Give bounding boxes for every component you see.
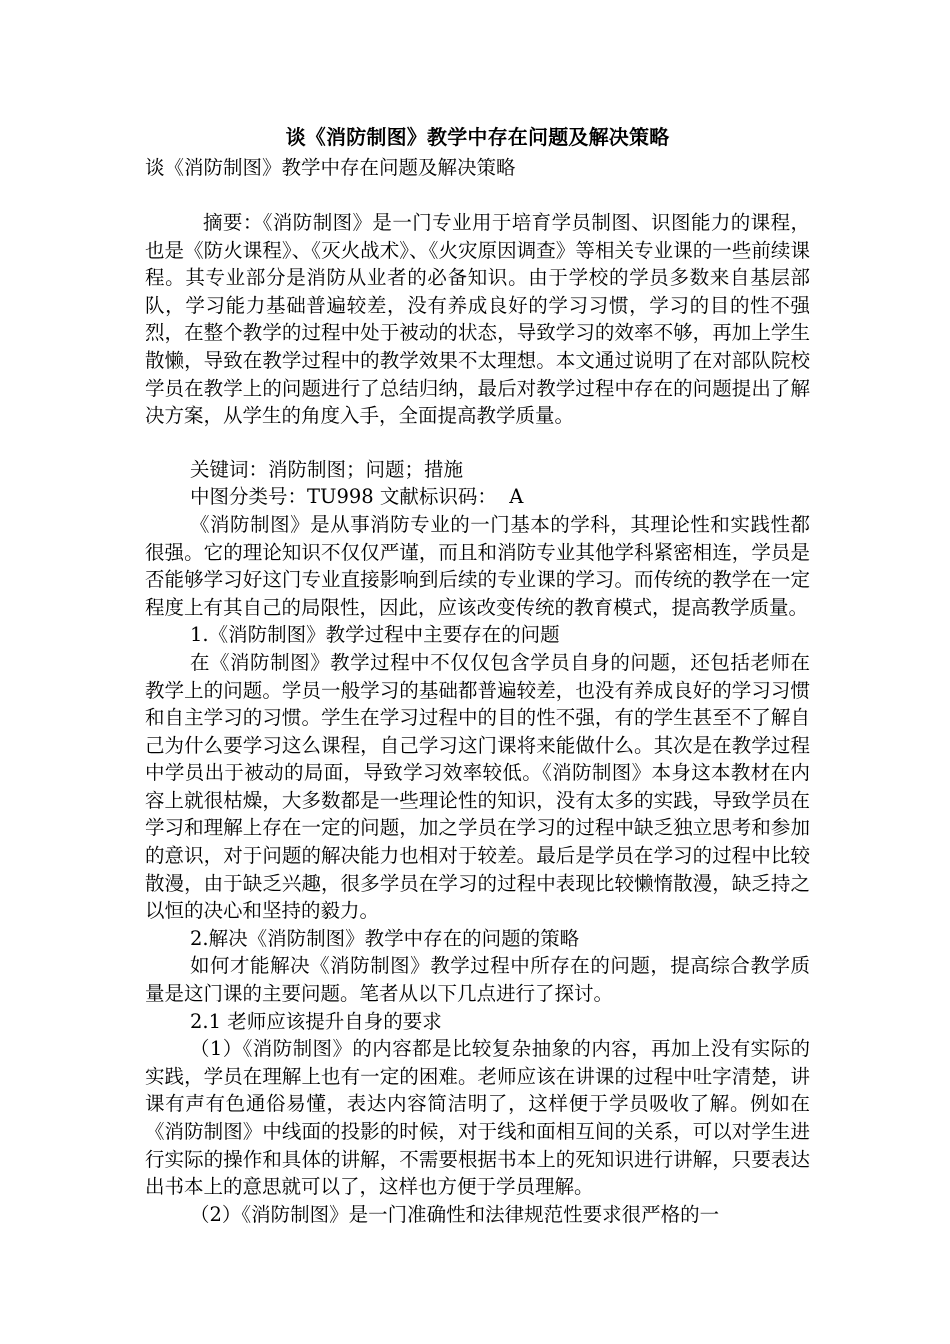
document-subtitle: 谈《消防制图》教学中存在问题及解决策略 xyxy=(145,156,516,179)
document-title: 谈《消防制图》教学中存在问题及解决策略 xyxy=(285,125,670,149)
classification-line: 中图分类号：TU998 文献标识码： A xyxy=(190,485,524,509)
document-body xyxy=(145,120,810,1228)
section-1-body: 在《消防制图》教学过程中不仅仅包含学员自身的问题，还包括老师在教学上的问题。学员一般学习的基础都普遍较差，也没有养成良好的学习习惯和自主学习的习惯。学生在学习过程中的目的性不强，有的学生甚至不了解自己为什么要学习这么课程，自己学习这门课将来能做什么。其次是在教学过程中学员出于被动的局面，导致学习效率较低。《消防制图》本身这本教材在内容上就很枯燥，大多数都是一些理论性的知识，没有太多的实践，导致学员在学习和理解上存在一定的问题，加之学员在学习的过程中缺乏独立思考和参加的意识，对于问题的解决能力也相对于较差。最后是学员在学习的过程中比较散漫，由于缺乏兴趣，很多学员在学习的过程中表现比较懒惰散漫，缺乏持之以恒的决心和坚持的毅力。 xyxy=(145,650,810,923)
keywords-line: 关键词：消防制图；问题；措施 xyxy=(190,457,464,481)
section-1-heading: 1.《消防制图》教学过程中主要存在的问题 xyxy=(190,623,560,647)
list-item-2: （2）《消防制图》是一门准确性和法律规范性要求很严格的一 xyxy=(190,1202,720,1226)
section-2-1-heading: 2.1 老师应该提升自身的要求 xyxy=(190,1009,442,1033)
abstract-paragraph: 摘要：《消防制图》是一门专业用于培育学员制图、识图能力的课程，也是《防火课程》、《灭火战术》、《火灾原因调查》等相关专业课的一些前续课程。其专业部分是消防从业者的必备知识。由于学校的学员多数来自基层部队，学习能力基础普遍较差，没有养成良好的学习习惯，学习的目的性不强烈，在整个教学的过程中处于被动的状态，导致学习的效率不够，再加上学生散懒，导致在教学过程中的教学效果不太理想。本文通过说明了在对部队院校学员在教学上的问题进行了总结归纳，最后对教学过程中存在的问题提出了解决方案，从学生的角度入手，全面提高教学质量。 xyxy=(145,211,810,428)
intro-paragraph: 《消防制图》是从事消防专业的一门基本的学科，其理论性和实践性都很强。它的理论知识不仅仅严谨，而且和消防专业其他学科紧密相连，学员是否能够学习好这门专业直接影响到后续的专业课的学习。而传统的教学在一定程度上有其自己的局限性，因此，应该改变传统的教育模式，提高教学质量。 xyxy=(145,512,810,619)
section-2-heading: 2.解决《消防制图》教学中存在的问题的策略 xyxy=(190,926,580,950)
section-2-body: 如何才能解决《消防制图》教学过程中所存在的问题，提高综合教学质量是这门课的主要问题。笔者从以下几点进行了探讨。 xyxy=(145,954,810,1006)
list-item-1: （1）《消防制图》的内容都是比较复杂抽象的内容，再加上没有实际的实践，学员在理解上也有一定的困难。老师应该在讲课的过程中吐字清楚，讲课有声有色通俗易懂，表达内容简洁明了，这样便于学员吸收了解。例如在《消防制图》中线面的投影的时候，对于线和面相互间的关系，可以对学生进行实际的操作和具体的讲解，不需要根据书本上的死知识进行讲解，只要表达出书本上的意思就可以了，这样也方便于学员理解。 xyxy=(145,1037,810,1199)
